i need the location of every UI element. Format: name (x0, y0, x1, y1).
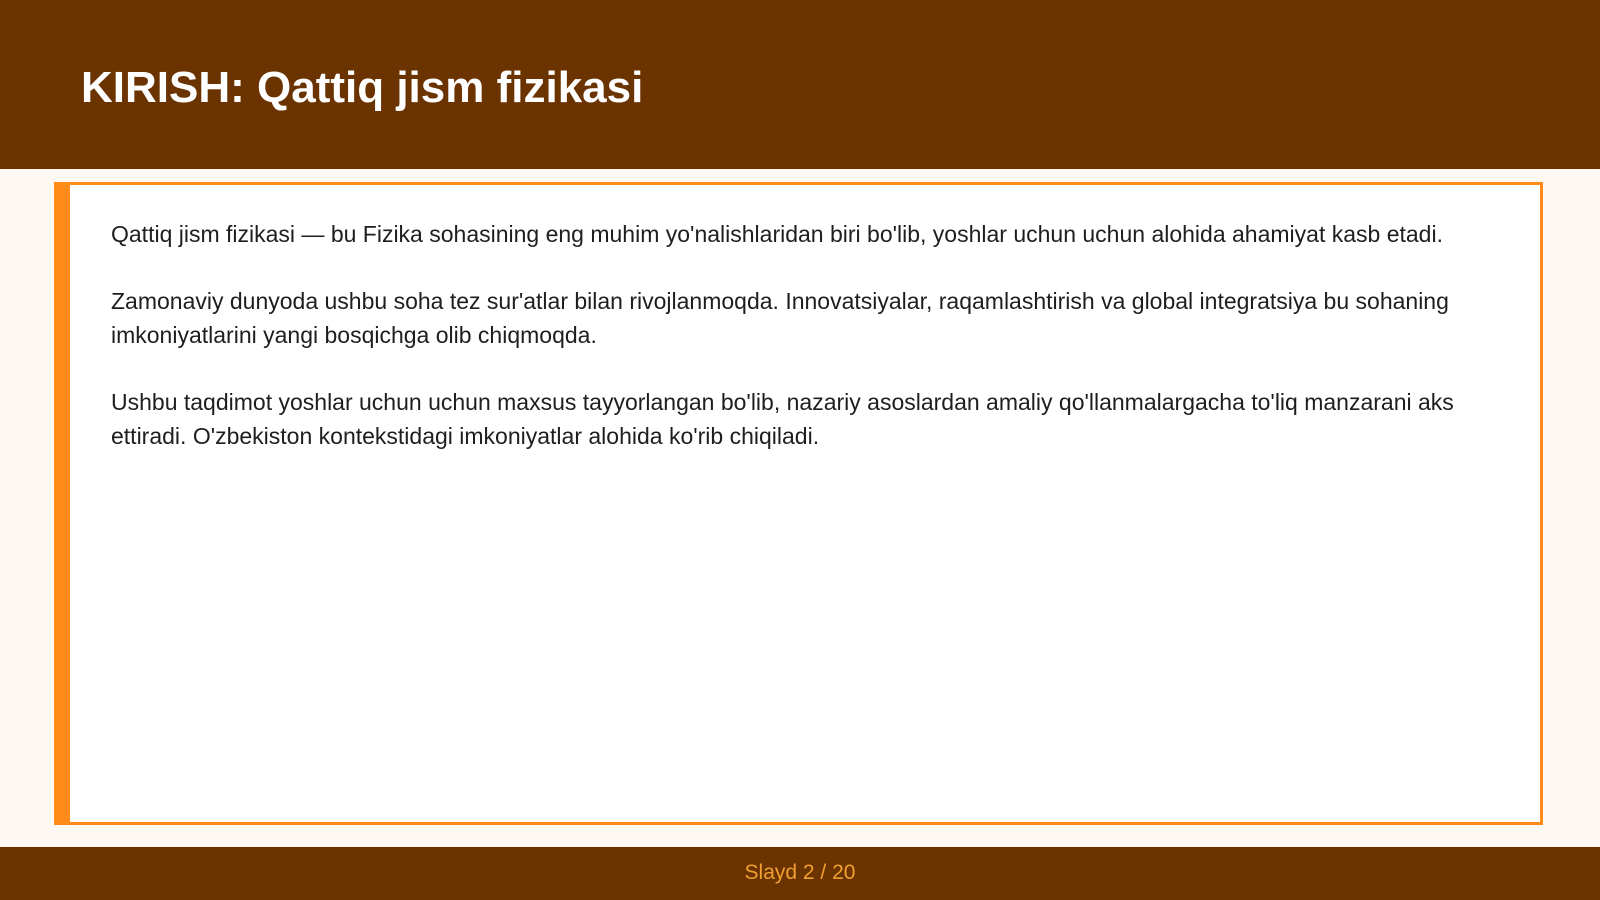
paragraph-modern-world: Zamonaviy dunyoda ushbu soha tez sur'atlar bilan rivojlanmoqda. Innovatsiyalar, raqamlashtirish va global integratsiya bu sohaning imkoniyatlarini yangi bosqichga olib chiqmoqda. (111, 288, 1449, 348)
slide-footer (0, 847, 1600, 900)
paragraph-presentation-purpose: Ushbu taqdimot yoshlar uchun uchun maxsus tayyorlangan bo'lib, nazariy asoslardan amaliy qo'llanmalargacha to'liq manzarani aks ettiradi. O'zbekiston kontekstidagi imkoniyatlar alohida ko'rib chiqiladi. (111, 389, 1454, 449)
content-card (54, 182, 1543, 825)
slide-number: Slayd 2 / 20 (744, 861, 856, 884)
content-body (111, 217, 1491, 486)
slide-title: KIRISH: Qattiq jism fizikasi (81, 63, 644, 112)
paragraph-intro: Qattiq jism fizikasi — bu Fizika sohasining eng muhim yo'nalishlaridan biri bo'lib, yoshlar uchun uchun alohida ahamiyat kasb etadi. (111, 221, 1443, 247)
slide-header (0, 0, 1600, 169)
